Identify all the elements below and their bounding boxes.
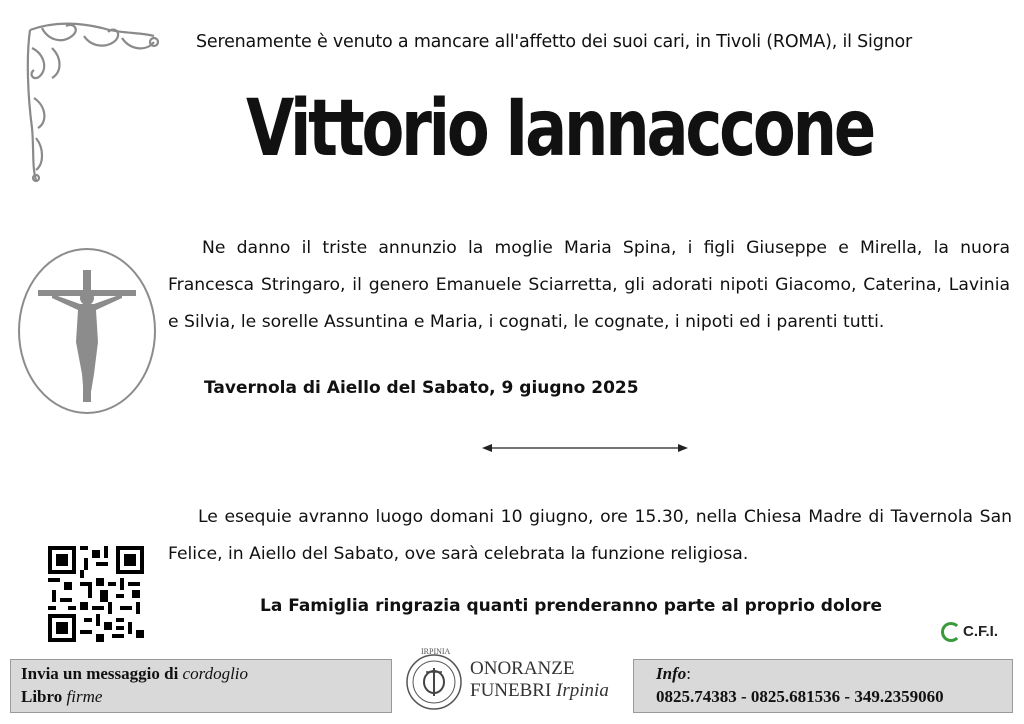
book-prefix: Libro	[21, 687, 63, 706]
cfi-ring-icon	[941, 622, 961, 642]
place-date: Tavernola di Aiello del Sabato, 9 giugno 2025	[204, 378, 639, 398]
funeral-paragraph	[168, 499, 1012, 573]
corner-ornament	[22, 18, 162, 186]
arrow-separator	[480, 441, 690, 455]
phone-numbers[interactable]: 0825.74383 - 0825.681536 - 349.2359060	[656, 687, 944, 706]
deceased-name: Vittorio Iannaccone	[246, 84, 873, 174]
condolence-box[interactable]	[10, 659, 392, 713]
thanks-text: La Famiglia ringrazia quanti prenderanno parte al proprio dolore	[260, 596, 883, 616]
brand-logo-text: IRPINIA	[421, 647, 451, 656]
crucifix-icon	[16, 246, 158, 416]
brand-name	[470, 658, 609, 702]
announcement-paragraph	[168, 230, 1010, 341]
intro-text: Serenamente è venuto a mancare all'affetto dei suoi cari, in Tivoli (ROMA), il Signor	[196, 32, 913, 52]
condolence-link[interactable]	[21, 664, 248, 684]
info-label: Info	[656, 664, 687, 683]
cfi-text: C.F.I.	[963, 622, 999, 640]
info-box	[633, 659, 1013, 713]
qr-code[interactable]	[48, 546, 144, 642]
info-label-wrap: Info:	[656, 664, 691, 683]
brand-line2a: FUNEBRI	[470, 680, 552, 701]
brand-line2b: Irpinia	[556, 680, 609, 701]
condolence-prefix: Invia un messaggio di	[21, 664, 179, 683]
brand-line1: ONORANZE	[470, 658, 575, 679]
condolence-word: cordoglio	[182, 664, 249, 683]
book-word: firme	[66, 687, 103, 706]
brand-line2	[470, 680, 609, 702]
announcement-text: Ne danno il triste annunzio la moglie Maria Spina, i figli Giuseppe e Mirella, la nuora Francesca Stringaro, il genero Emanuele Sciarretta, gli adorati nipoti Giacomo, Caterina, Lavinia e Silvia, le sorelle Assuntina e Maria, i cognati, le cognate, i nipoti ed i parenti tutti.	[168, 238, 1010, 332]
brand-logo-icon	[404, 648, 464, 714]
funeral-text: Le esequie avranno luogo domani 10 giugno, ore 15.30, nella Chiesa Madre di Tavernola San Felice, in Aiello del Sabato, ove sarà celebrata la funzione religiosa.	[168, 507, 1012, 564]
book-link[interactable]	[21, 687, 102, 707]
cfi-logo	[941, 622, 998, 642]
